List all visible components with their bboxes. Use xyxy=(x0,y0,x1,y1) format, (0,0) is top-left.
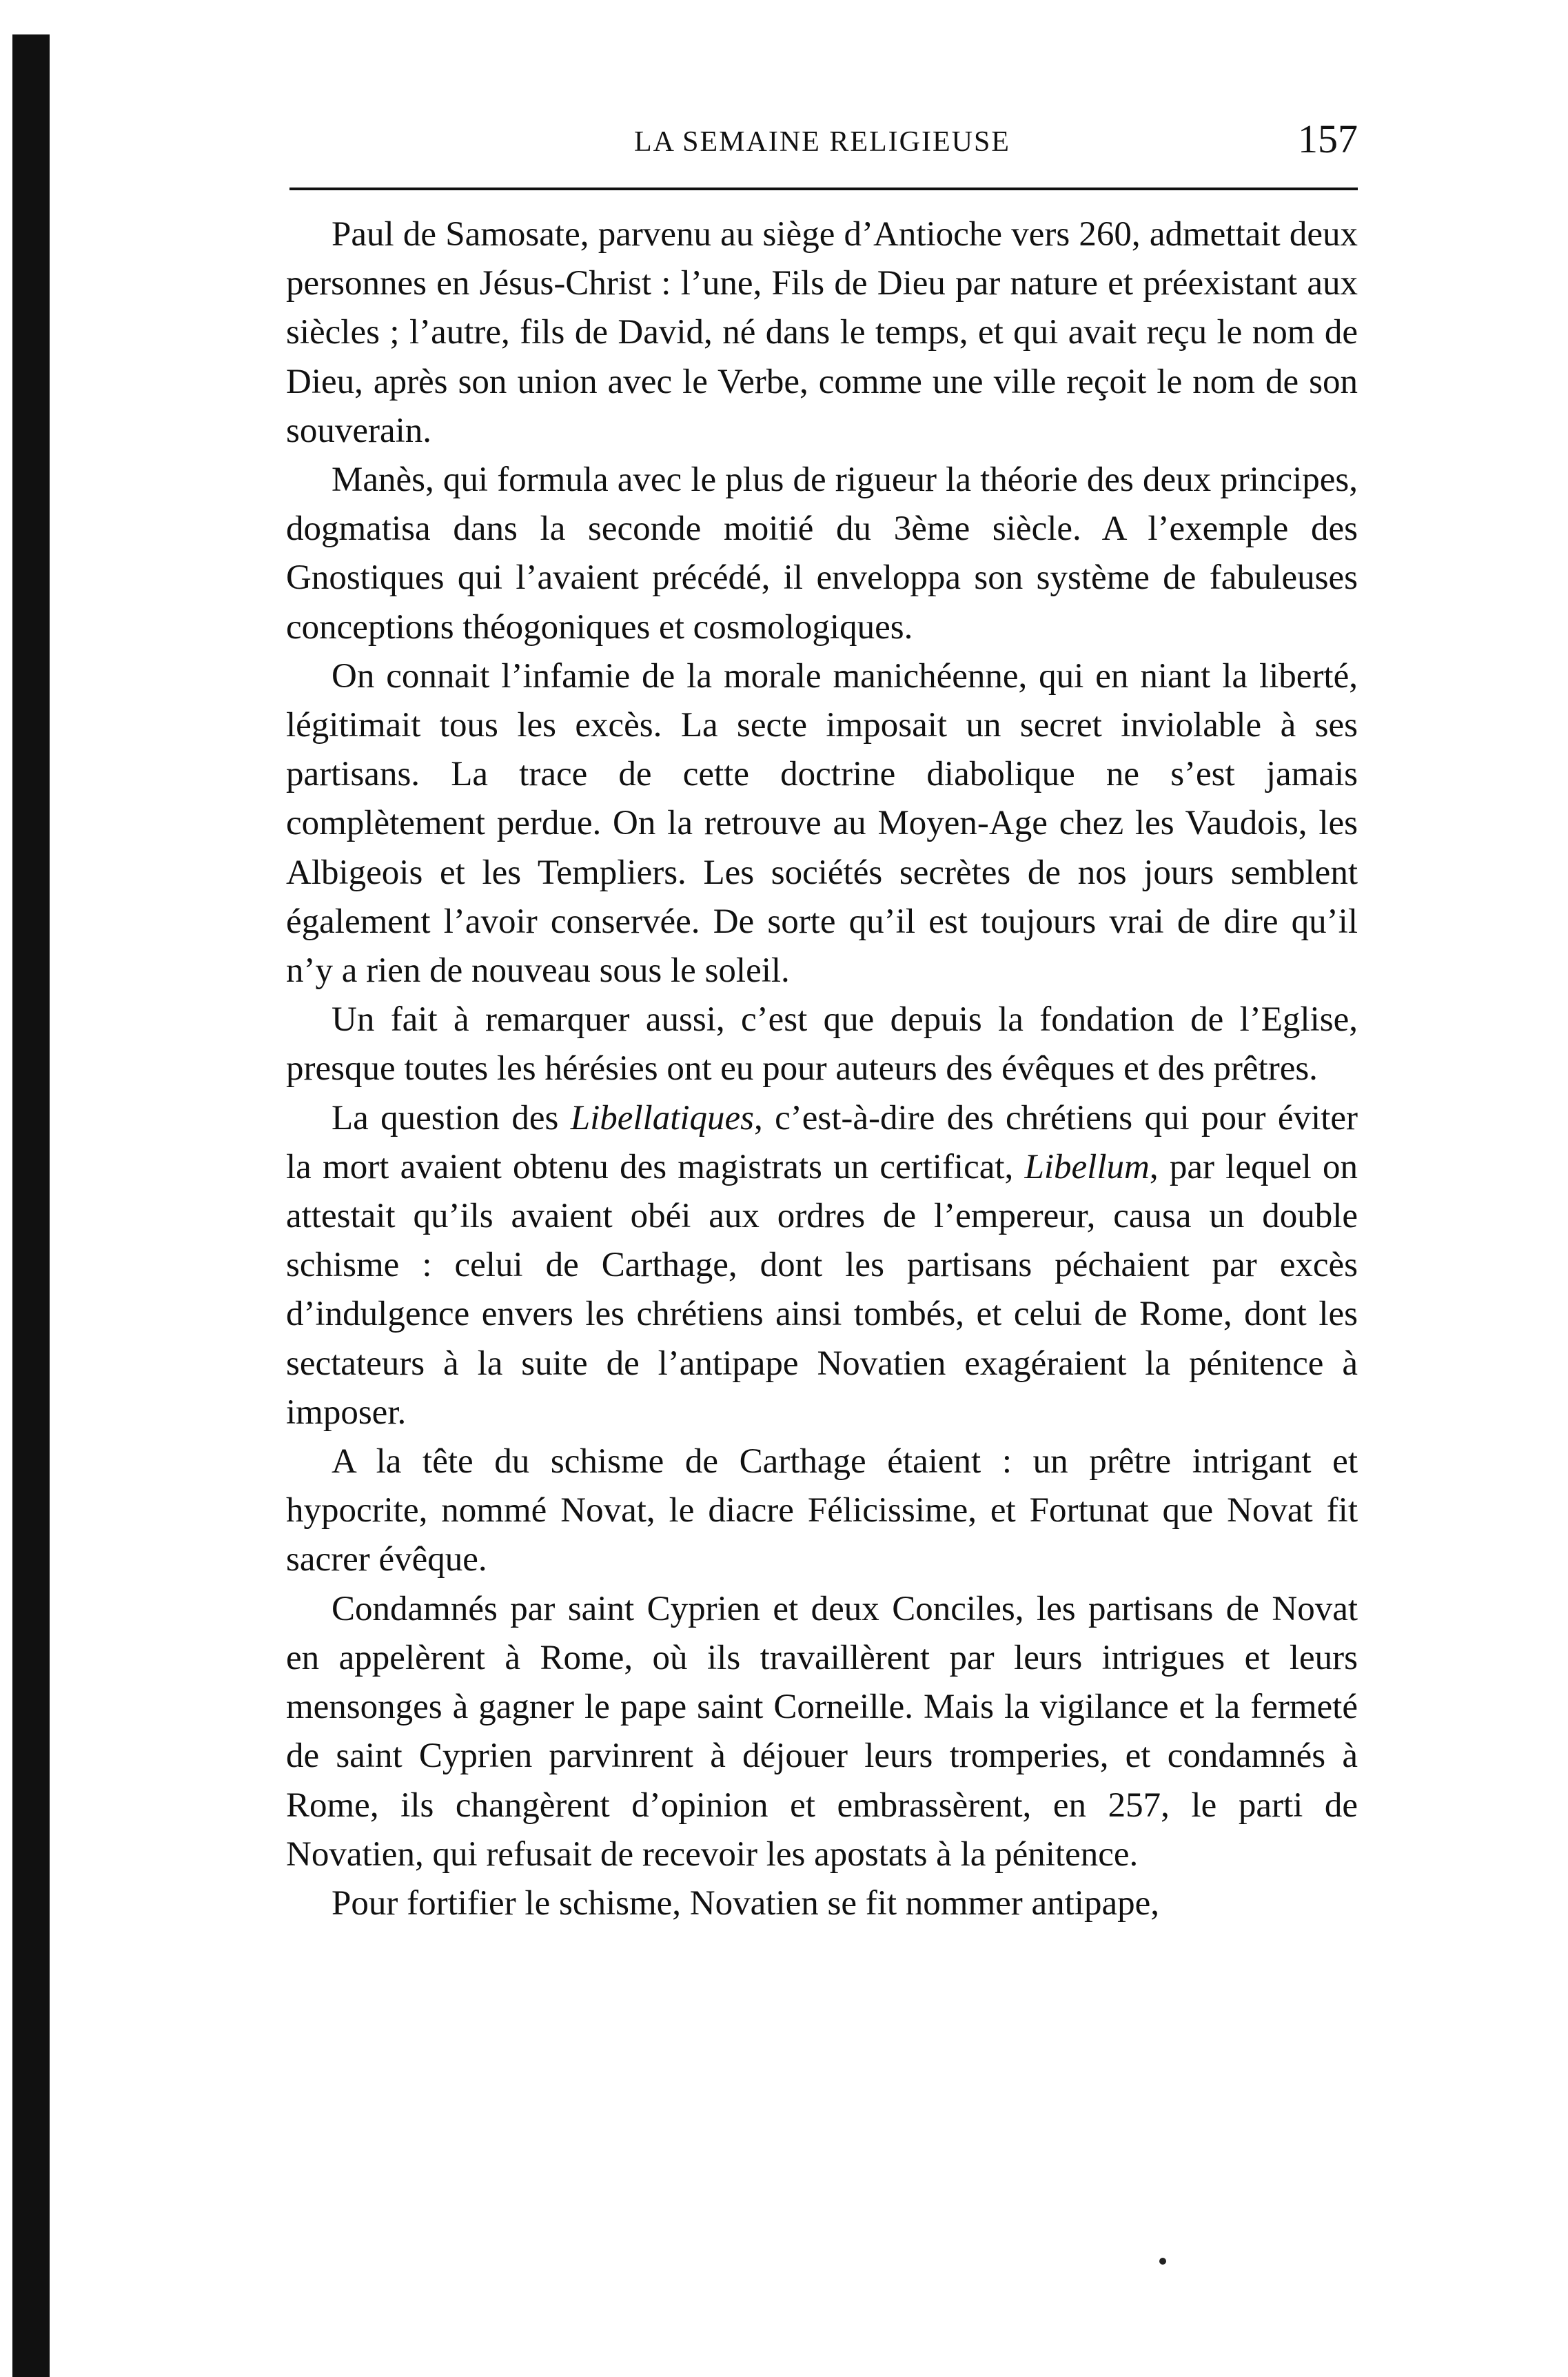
body-text xyxy=(286,210,1358,1928)
libellatiques-rest: , par lequel on attestait qu’ils avaient obéi aux ordres de l’empereur, causa un double schisme : celui de Carthage, dont les partisans péchaient par excès d’indulgence envers les chrétiens ainsi tombés, et celui de Rome, dont les sectateurs à la suite de l’antipape Novatien exagéraient la pénitence à imposer. xyxy=(286,1147,1358,1432)
libellatiques-term: Libellatiques xyxy=(570,1098,755,1137)
paragraph-paul-de-samosate: Paul de Samosate, parvenu au siège d’Antioche vers 260, admettait deux personnes en Jésus-Christ : l’une, Fils de Dieu par nature et préexistant aux siècles ; l’autre, fils de David, né dans le temps, et qui avait reçu le nom de Dieu, après son union avec le Verbe, comme une ville reçoit le nom de son souverain. xyxy=(286,215,1358,450)
paragraph-schisme-carthage: A la tête du schisme de Carthage étaient : un prêtre intrigant et hypocrite, nommé Novat, le diacre Félicissime, et Fortunat que Novat fit sacrer évêque. xyxy=(286,1442,1358,1579)
running-head-title: LA SEMAINE RELIGIEUSE xyxy=(634,126,1010,158)
paragraph-libellatiques xyxy=(286,1094,1358,1437)
paragraph-manicheenne: On connait l’infamie de la morale manichéenne, qui en niant la liberté, légitimait tous les excès. La secte imposait un secret inviolable à ses partisans. La trace de cette doctrine diabolique ne s’est jamais complètement perdue. On la retrouve au Moyen-Age chez les Vaudois, les Albigeois et les Templiers. Les sociétés secrètes de nos jours semblent également l’avoir conservée. De sorte qu’il est toujours vrai de dire qu’il n’y a rien de nouveau sous le soleil. xyxy=(286,656,1358,991)
paragraph-eveques-pretres: Un fait à remarquer aussi, c’est que depuis la fondation de l’Eglise, presque toutes les hérésies ont eu pour auteurs des évêques et des prêtres. xyxy=(286,1000,1358,1089)
page-speck xyxy=(1159,2258,1166,2265)
paragraph-novat: Condamnés par saint Cyprien et deux Conciles, les partisans de Novat en appelèrent à Rome, où ils travaillèrent par leurs intrigues et leurs mensonges à gagner le pape saint Corneille. Mais la vigilance et la fermeté de saint Cyprien parvinrent à déjouer leurs tromperies, et condamnés à Rome, ils changèrent d’opinion et embrassèrent, en 257, le parti de Novatien, qui refusait de recevoir les apostats à la pénitence. xyxy=(286,1589,1358,1874)
paragraph-novatien: Pour fortifier le schisme, Novatien se fit nommer antipape, xyxy=(332,1883,1159,1923)
libellatiques-middle: , c’est-à-dire des chrétiens qui pour éviter la mort avaient obtenu des magistrats un certificat, xyxy=(286,1098,1358,1186)
running-head xyxy=(289,116,1365,178)
page-number: 157 xyxy=(1298,117,1358,161)
header-rule xyxy=(289,188,1358,190)
binding-edge xyxy=(12,34,50,2377)
libellatiques-intro: La question des xyxy=(332,1098,571,1137)
paragraph-manes: Manès, qui formula avec le plus de rigueur la théorie des deux principes, dogmatisa dans la seconde moitié du 3ème siècle. A l’exemple des Gnostiques qui l’avaient précédé, il enveloppa son système de fabuleuses conceptions théogoniques et cosmologiques. xyxy=(286,461,1358,647)
libellum-term: Libellum xyxy=(1024,1147,1150,1186)
